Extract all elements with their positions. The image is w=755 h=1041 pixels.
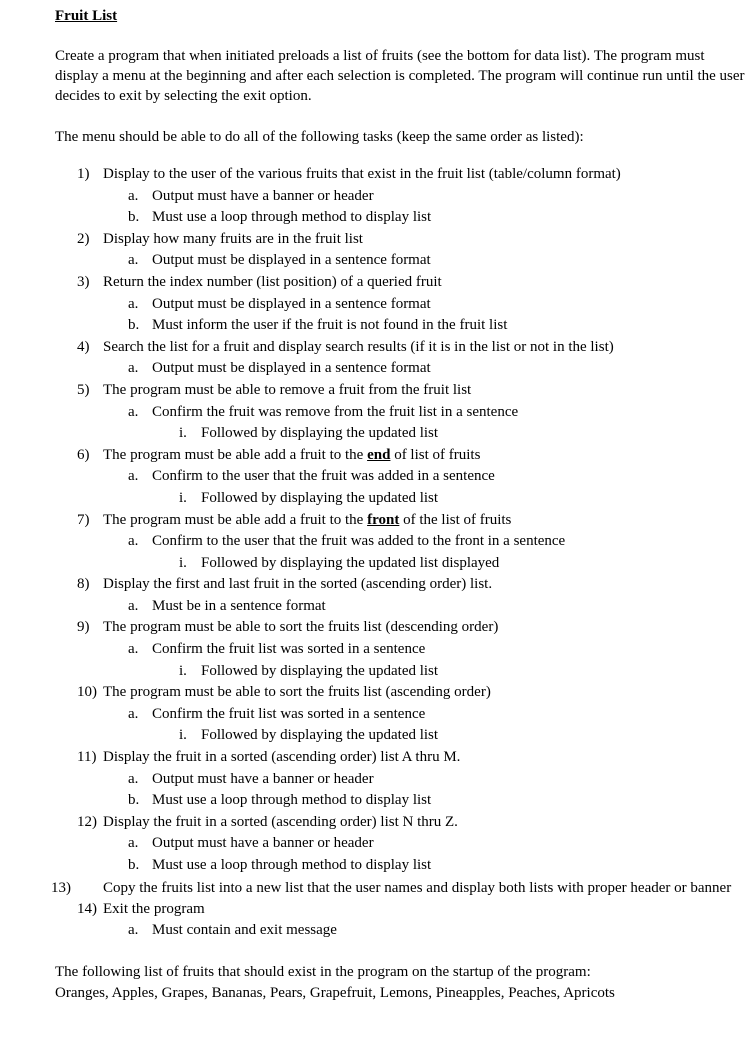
sub-item-text: Must be in a sentence format [152, 597, 326, 614]
sub-item-text: Confirm to the user that the fruit was added to the front in a sentence [152, 533, 566, 550]
sub-item-text: Output must have a banner or header [152, 835, 374, 852]
list-item [55, 682, 745, 704]
item-number: 14) [77, 900, 97, 917]
sub-item-text: Confirm the fruit list was sorted in a sentence [152, 641, 426, 658]
item-number: 1) [77, 166, 90, 182]
sub-item-letter: a. [128, 468, 139, 485]
list-item [55, 380, 745, 402]
sub-item-text: Confirm to the user that the fruit was added in a sentence [152, 468, 495, 485]
item-number: 3) [77, 273, 90, 290]
sub-sub-item-text: Followed by displaying the updated list [201, 727, 439, 744]
intro-paragraph: Create a program that when initiated preloads a list of fruits (see the bottom for data list). The program must display a menu at the beginning and after each selection is completed. The program will continue run until the user decides to exit by selecting the exit option. [55, 48, 745, 104]
sub-item [55, 294, 745, 316]
sub-sub-item-numeral: i. [179, 727, 187, 744]
sub-item-text: Output must have a banner or header [152, 770, 374, 787]
item-text: The program must be able add a fruit to the [103, 511, 368, 528]
list-item [55, 812, 745, 834]
list-item [51, 877, 745, 899]
item-text: The program must be able add a fruit to the [103, 446, 368, 463]
list-item [55, 229, 745, 251]
item-number: 9) [77, 619, 90, 636]
sub-item-letter: a. [128, 597, 139, 614]
sub-sub-item-numeral: i. [179, 489, 187, 506]
document-title: Fruit List [55, 8, 118, 24]
item-emphasis: end [367, 446, 391, 463]
item-text: Return the index number (list position) of a queried fruit [103, 273, 442, 290]
sub-item-text: Confirm the fruit was remove from the fruit list in a sentence [152, 403, 519, 420]
item-text: Search the list for a fruit and display search results (if it is in the list or not in the list) [103, 338, 614, 355]
sub-item [55, 790, 745, 812]
sub-item [55, 769, 745, 791]
sub-sub-item [55, 725, 745, 747]
item-number: 11) [77, 749, 97, 766]
item-text: Exit the program [103, 900, 205, 917]
sub-item [55, 315, 745, 337]
sub-item-letter: a. [128, 360, 139, 377]
sub-item [55, 531, 745, 553]
item-text: of the list of fruits [399, 511, 512, 528]
list-item [55, 337, 745, 359]
sub-item-text: Output must be displayed in a sentence format [152, 252, 431, 269]
item-text: Display the first and last fruit in the sorted (ascending order) list. [103, 576, 493, 593]
item-number: 4) [77, 338, 90, 355]
item-text: The program must be able to remove a fruit from the fruit list [103, 381, 472, 398]
sub-item-letter: a. [128, 252, 139, 269]
sub-item [55, 920, 745, 942]
sub-item-text: Must contain and exit message [152, 922, 337, 939]
footer-line-1: The following list of fruits that should exist in the program on the startup of the program: [55, 963, 591, 980]
sub-item-text: Must use a loop through method to display list [152, 857, 432, 873]
sub-item [55, 833, 745, 855]
sub-item [55, 855, 745, 877]
sub-item-letter: a. [128, 922, 139, 939]
task-list [51, 164, 745, 942]
sub-sub-item [55, 423, 745, 445]
item-text: Display to the user of the various fruits that exist in the fruit list (table/column format) [103, 166, 621, 182]
item-text: Display how many fruits are in the fruit list [103, 230, 363, 247]
item-number: 6) [77, 446, 90, 463]
sub-item [55, 250, 745, 272]
sub-item-letter: a. [128, 770, 139, 787]
sub-item-letter: a. [128, 641, 139, 658]
sub-item [55, 207, 745, 229]
item-number: 10) [77, 684, 97, 701]
sub-item-letter: a. [128, 403, 139, 420]
sub-sub-item [55, 553, 745, 575]
list-item [55, 164, 745, 186]
sub-item [55, 402, 745, 424]
item-text: The program must be able to sort the fruits list (descending order) [103, 619, 499, 636]
item-number: 5) [77, 381, 90, 398]
list-item [55, 510, 745, 532]
sub-item [55, 639, 745, 661]
item-text: of list of fruits [390, 446, 481, 463]
list-item [55, 617, 745, 639]
sub-item-text: Must use a loop through method to display list [152, 792, 432, 809]
sub-item-letter: a. [128, 705, 139, 722]
sub-item-text: Output must have a banner or header [152, 187, 374, 204]
list-item [55, 574, 745, 596]
item-text: Display the fruit in a sorted (ascending order) list A thru M. [103, 749, 461, 766]
list-item [55, 272, 745, 294]
sub-item-letter: a. [128, 533, 139, 550]
sub-item-letter: b. [128, 317, 140, 334]
list-item [55, 747, 745, 769]
sub-item-text: Must inform the user if the fruit is not found in the fruit list [152, 317, 508, 334]
fruit-data-list: Oranges, Apples, Grapes, Bananas, Pears, Grapefruit, Lemons, Pineapples, Peaches, Apricots [55, 984, 615, 1001]
sub-sub-item-text: Followed by displaying the updated list [201, 425, 439, 442]
sub-item [55, 704, 745, 726]
menu-intro-paragraph: The menu should be able to do all of the following tasks (keep the same order as listed): [55, 129, 584, 145]
item-text: Display the fruit in a sorted (ascending order) list N thru Z. [103, 813, 458, 830]
sub-sub-item [55, 661, 745, 683]
sub-item-text: Output must be displayed in a sentence format [152, 360, 431, 377]
sub-item-letter: b. [128, 792, 140, 809]
list-item [55, 445, 745, 467]
sub-sub-item-numeral: i. [179, 425, 187, 442]
sub-item-letter: b. [128, 857, 140, 873]
item-number: 13) [51, 879, 71, 896]
sub-item-letter: a. [128, 295, 139, 312]
sub-sub-item-numeral: i. [179, 662, 187, 679]
sub-item-text: Output must be displayed in a sentence format [152, 295, 431, 312]
sub-sub-item-text: Followed by displaying the updated list [201, 662, 439, 679]
list-item [55, 899, 745, 921]
item-text: Copy the fruits list into a new list that the user names and display both lists with proper header or banner [103, 879, 732, 896]
item-number: 2) [77, 230, 90, 247]
sub-item [55, 466, 745, 488]
sub-item-letter: a. [128, 835, 139, 852]
document-page [51, 6, 745, 1004]
item-text: The program must be able to sort the fruits list (ascending order) [103, 684, 491, 701]
item-emphasis: front [367, 511, 400, 528]
sub-sub-item-text: Followed by displaying the updated list displayed [201, 554, 500, 571]
sub-sub-item-numeral: i. [179, 554, 187, 571]
sub-item-letter: a. [128, 187, 139, 204]
sub-item-text: Must use a loop through method to display list [152, 209, 432, 226]
sub-item [55, 596, 745, 618]
sub-item [55, 358, 745, 380]
item-number: 8) [77, 576, 90, 593]
footer [55, 962, 745, 1004]
sub-sub-item-text: Followed by displaying the updated list [201, 489, 439, 506]
sub-sub-item [55, 488, 745, 510]
sub-item [55, 186, 745, 208]
item-number: 12) [77, 813, 97, 830]
sub-item-text: Confirm the fruit list was sorted in a sentence [152, 705, 426, 722]
sub-item-letter: b. [128, 209, 140, 226]
item-number: 7) [77, 511, 90, 528]
